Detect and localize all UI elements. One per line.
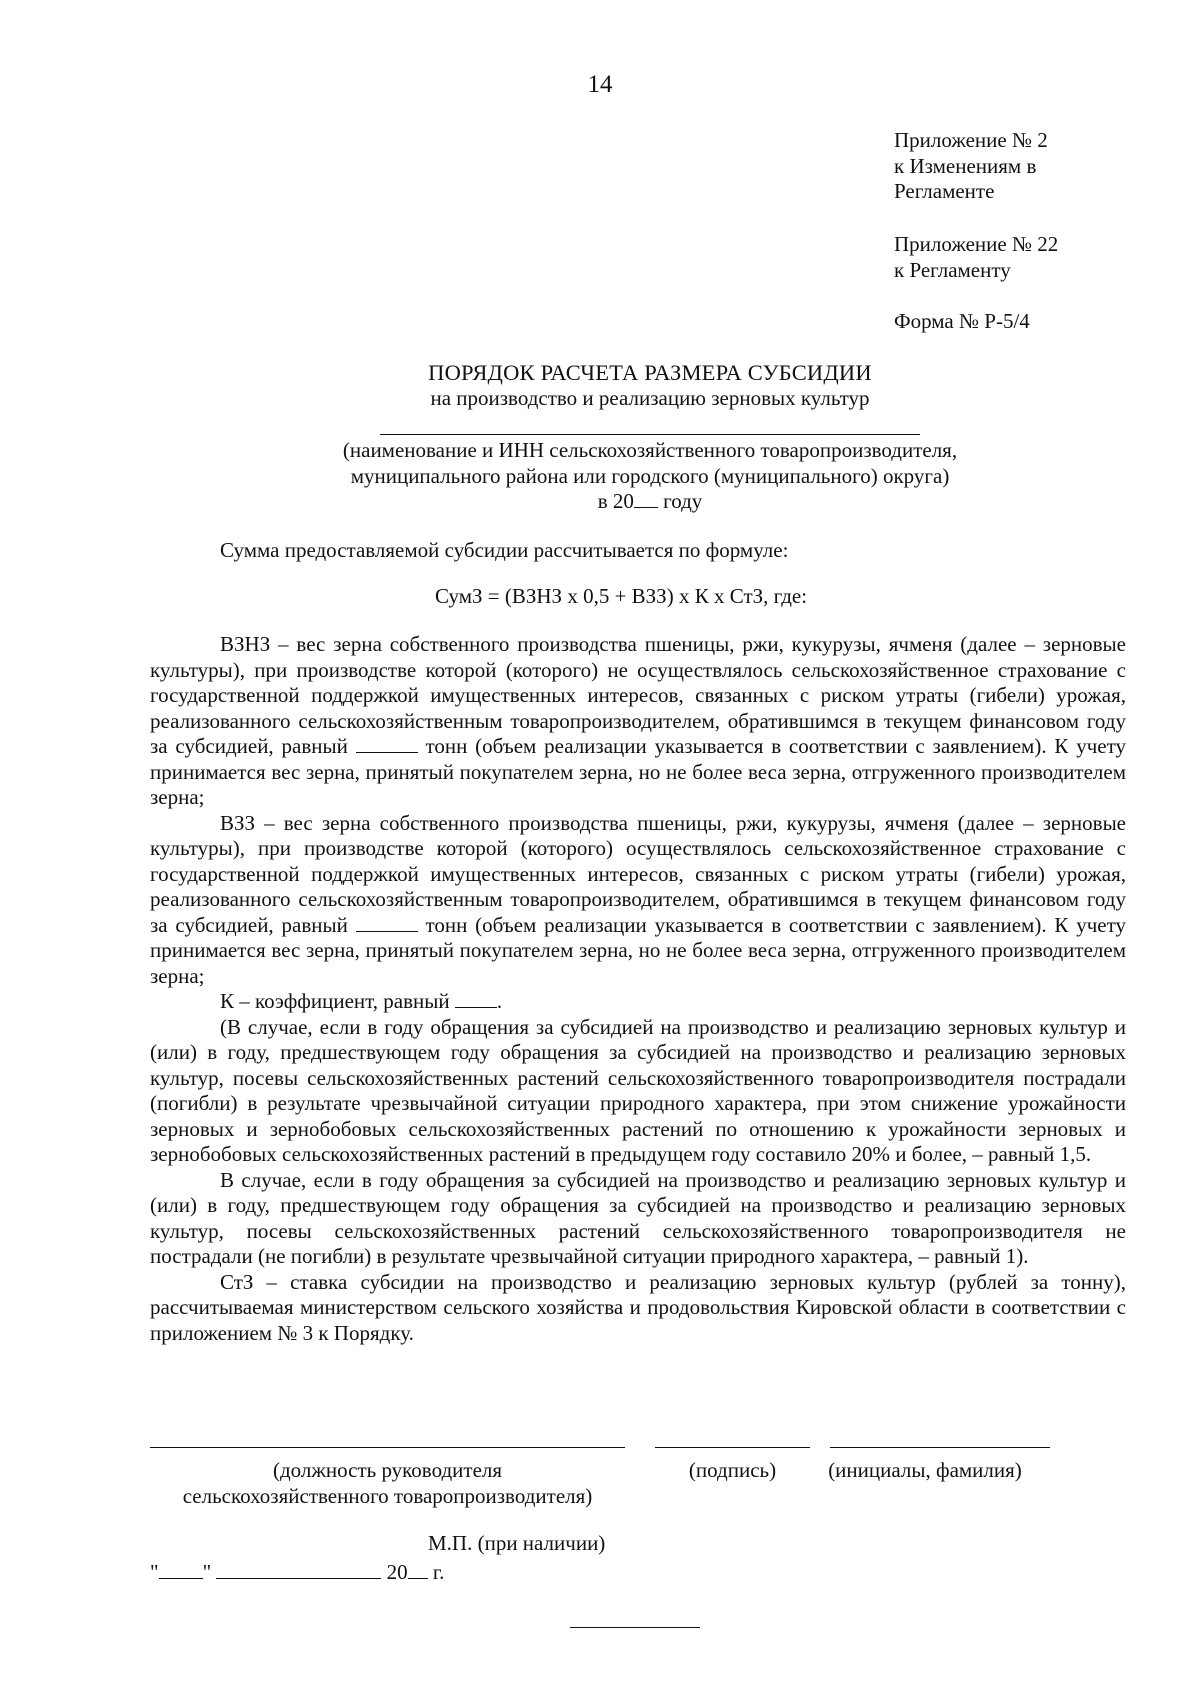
paragraphs-top bbox=[150, 632, 1126, 1346]
appendix-line: Регламенте bbox=[894, 179, 995, 203]
date-line bbox=[150, 1560, 444, 1586]
formula-intro: Сумма предоставляемой субсидии рассчитывается по формуле: bbox=[220, 538, 789, 562]
appendix-line: к Регламенту bbox=[894, 257, 1011, 282]
signature-line bbox=[655, 1447, 810, 1448]
name-caption-line-2: муниципального района или городского (муниципального) округа) bbox=[350, 463, 950, 488]
page-number: 14 bbox=[587, 71, 613, 98]
position-caption-line-2: сельскохозяйственного товаропроизводителя) bbox=[182, 1483, 593, 1508]
appendix-line: Приложение № 2 bbox=[894, 128, 1048, 152]
year-prefix: в 20 bbox=[597, 489, 634, 513]
blank-field bbox=[356, 734, 418, 753]
title-block bbox=[150, 360, 1150, 515]
paragraph-vzz bbox=[150, 811, 1126, 990]
quote-open: " bbox=[150, 1560, 159, 1584]
appendix-block-1 bbox=[894, 128, 1174, 205]
paragraph-text: тонн (объем реализации указывается в соответствии с заявлением). К учету принимается вес зерна, принятый покупателем зерна, но не более веса зерна, отгруженного производителем зерна; bbox=[150, 734, 1127, 809]
quote-close: " bbox=[202, 1560, 212, 1584]
appendix-line: к Изменениям в bbox=[894, 153, 1037, 178]
paragraph-stz: СтЗ – ставка субсидии на производство и реализацию зерновых культур (рублей за тонну), рассчитываемая министерством сельского хозяйства и продовольствия Кировской области в соответствии с приложением № 3 к Порядку. bbox=[150, 1269, 1126, 1345]
name-underline bbox=[380, 411, 920, 435]
paragraph-text: К – коэффициент, равный bbox=[220, 989, 450, 1013]
year-line bbox=[150, 489, 1150, 515]
signature-caption: (подпись) bbox=[688, 1458, 777, 1482]
day-blank bbox=[159, 1560, 203, 1579]
paragraph-vznz bbox=[150, 632, 1126, 811]
form-number: Форма № Р-5/4 bbox=[894, 309, 1030, 333]
year-blank bbox=[408, 1560, 428, 1579]
name-line bbox=[830, 1447, 1050, 1448]
bottom-rule bbox=[570, 1627, 700, 1628]
formula: СумЗ = (ВЗНЗ х 0,5 + ВЗЗ) х К х СтЗ, где: bbox=[435, 584, 808, 608]
position-line bbox=[150, 1447, 625, 1448]
blank-field bbox=[356, 913, 418, 932]
paragraph-text: ВЗНЗ – вес зерна собственного производства пшеницы, ржи, кукурузы, ячменя (далее – зерновые культуры), при производстве которой (которого) не осуществлялось сельскохозяйственное страхование с государственной поддержкой имущественных интересов, связанных с риском утраты (гибели) урожая, реализованного сельскохозяйственным товаропроизводителем, обратившимся в текущем финансовом году за субсидией, равный bbox=[150, 632, 1126, 758]
document-title: ПОРЯДОК РАСЧЕТА РАЗМЕРА СУБСИДИИ bbox=[428, 360, 872, 385]
document-subtitle: на производство и реализацию зерновых культур bbox=[430, 385, 870, 410]
paragraph-text: тонн (объем реализации указывается в соответствии с заявлением). К учету принимается вес зерна, принятый покупателем зерна, но не более веса зерна, отгруженного производителем зерна; bbox=[150, 912, 1127, 988]
date-year-prefix: 20 bbox=[386, 1560, 408, 1584]
blank-field bbox=[455, 989, 497, 1008]
position-caption bbox=[150, 1458, 625, 1509]
name-caption-line-1: (наименование и ИНН сельскохозяйственного товаропроизводителя, bbox=[342, 438, 958, 462]
paragraph-case-2: В случае, если в году обращения за субсидией на производство и реализацию зерновых культур и (или) в году, предшествующем году обращения за субсидией на производство и реализацию зерновых культур, посевы сельскохозяйственных растений сельскохозяйственного товаропроизводителя не пострадали (не погибли) в результате чрезвычайной ситуации природного характера, – равный 1). bbox=[150, 1167, 1126, 1268]
date-year-suffix: г. bbox=[432, 1560, 445, 1584]
month-blank bbox=[216, 1560, 381, 1579]
year-suffix: году bbox=[663, 489, 703, 513]
paragraph-k bbox=[150, 989, 1126, 1015]
stamp-label: М.П. (при наличии) bbox=[428, 1531, 606, 1555]
position-caption-line-1: (должность руководителя bbox=[272, 1458, 503, 1482]
paragraph-text: . bbox=[496, 989, 503, 1013]
appendix-block-2 bbox=[894, 232, 1174, 283]
paragraph-text: ВЗЗ – вес зерна собственного производства пшеницы, ржи, кукурузы, ячменя (далее – зерновые культуры), при производстве которой (которого) осуществлялось сельскохозяйственное страхование с государственной поддержкой имущественных интересов, связанных с риском утраты (гибели) урожая, реализованного сельскохозяйственным товаропроизводителем, обратившимся в текущем финансовом году за субсидией, равный bbox=[150, 810, 1126, 937]
appendix-line: Приложение № 22 bbox=[894, 232, 1059, 256]
name-caption: (инициалы, фамилия) bbox=[828, 1458, 1022, 1482]
paragraph-case-1: (В случае, если в году обращения за субсидией на производство и реализацию зерновых культур и (или) в году, предшествующем году обращения за субсидией на производство и реализацию зерновых культур, посевы сельскохозяйственных растений сельскохозяйственного товаропроизводителя пострадали (погибли) в результате чрезвычайной ситуации природного характера, при этом снижение урожайности зерновых и зернобобовых сельскохозяйственных растений по отношению к урожайности зерновых и зернобобовых сельскохозяйственных растений в предыдущем году составило 20% и более, – равный 1,5. bbox=[150, 1014, 1126, 1166]
year-blank bbox=[634, 489, 658, 508]
